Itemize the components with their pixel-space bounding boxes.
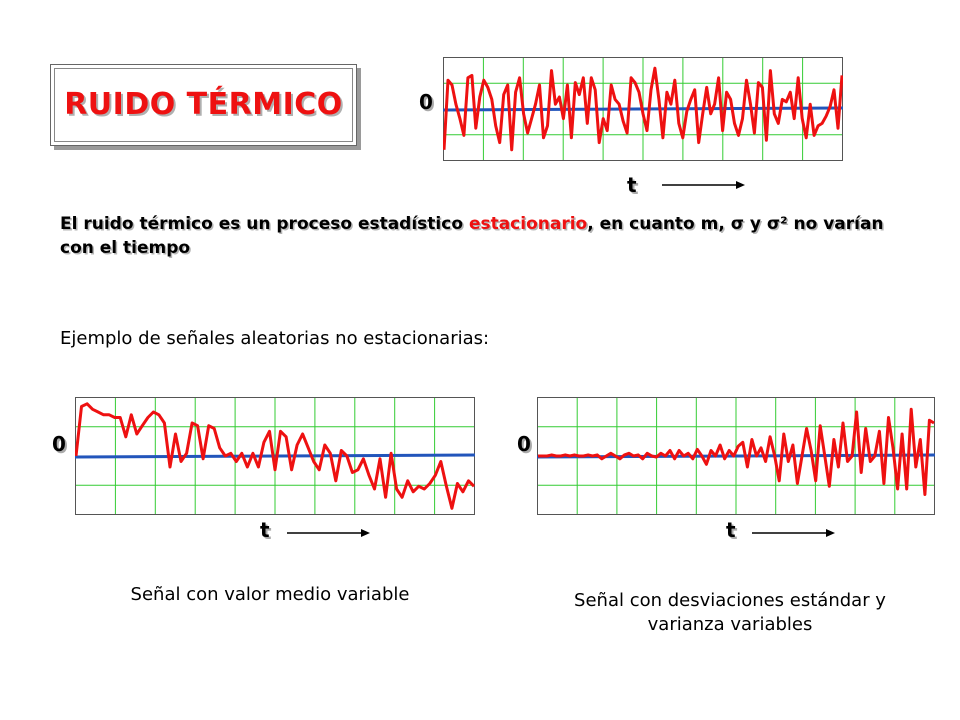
- top-plot-time-label: t: [627, 173, 637, 197]
- variable-variance-plot: [537, 397, 935, 515]
- left-plot-time-label: t: [260, 518, 270, 542]
- variable-mean-plot: [75, 397, 475, 515]
- description-highlight: estacionario: [468, 214, 588, 234]
- top-time-arrow: [660, 178, 746, 192]
- top-plot-zero-label: 0: [419, 90, 433, 114]
- title-box: [50, 64, 357, 146]
- left-time-arrow: [285, 526, 371, 540]
- left-plot-zero-label: 0: [52, 432, 66, 456]
- description-part1: El ruido térmico es un proceso estadístico: [60, 214, 469, 234]
- description-part2: , en cuanto m, σ y σ² no varían con el tiempo: [60, 214, 884, 258]
- right-plot-caption: Señal con desviaciones estándar y varianza variables: [574, 590, 886, 635]
- right-time-arrow: [750, 526, 836, 540]
- example-heading: Ejemplo de señales aleatorias no estacionarias:: [60, 328, 490, 349]
- right-plot-zero-label: 0: [517, 432, 531, 456]
- description-text: [60, 212, 920, 260]
- left-plot-caption: Señal con valor medio variable: [130, 584, 410, 605]
- page-title: RUIDO TÉRMICO: [64, 87, 343, 122]
- left-plot-mean-line: [75, 455, 475, 457]
- stationary-noise-plot: [443, 57, 843, 161]
- right-plot-time-label: t: [726, 518, 736, 542]
